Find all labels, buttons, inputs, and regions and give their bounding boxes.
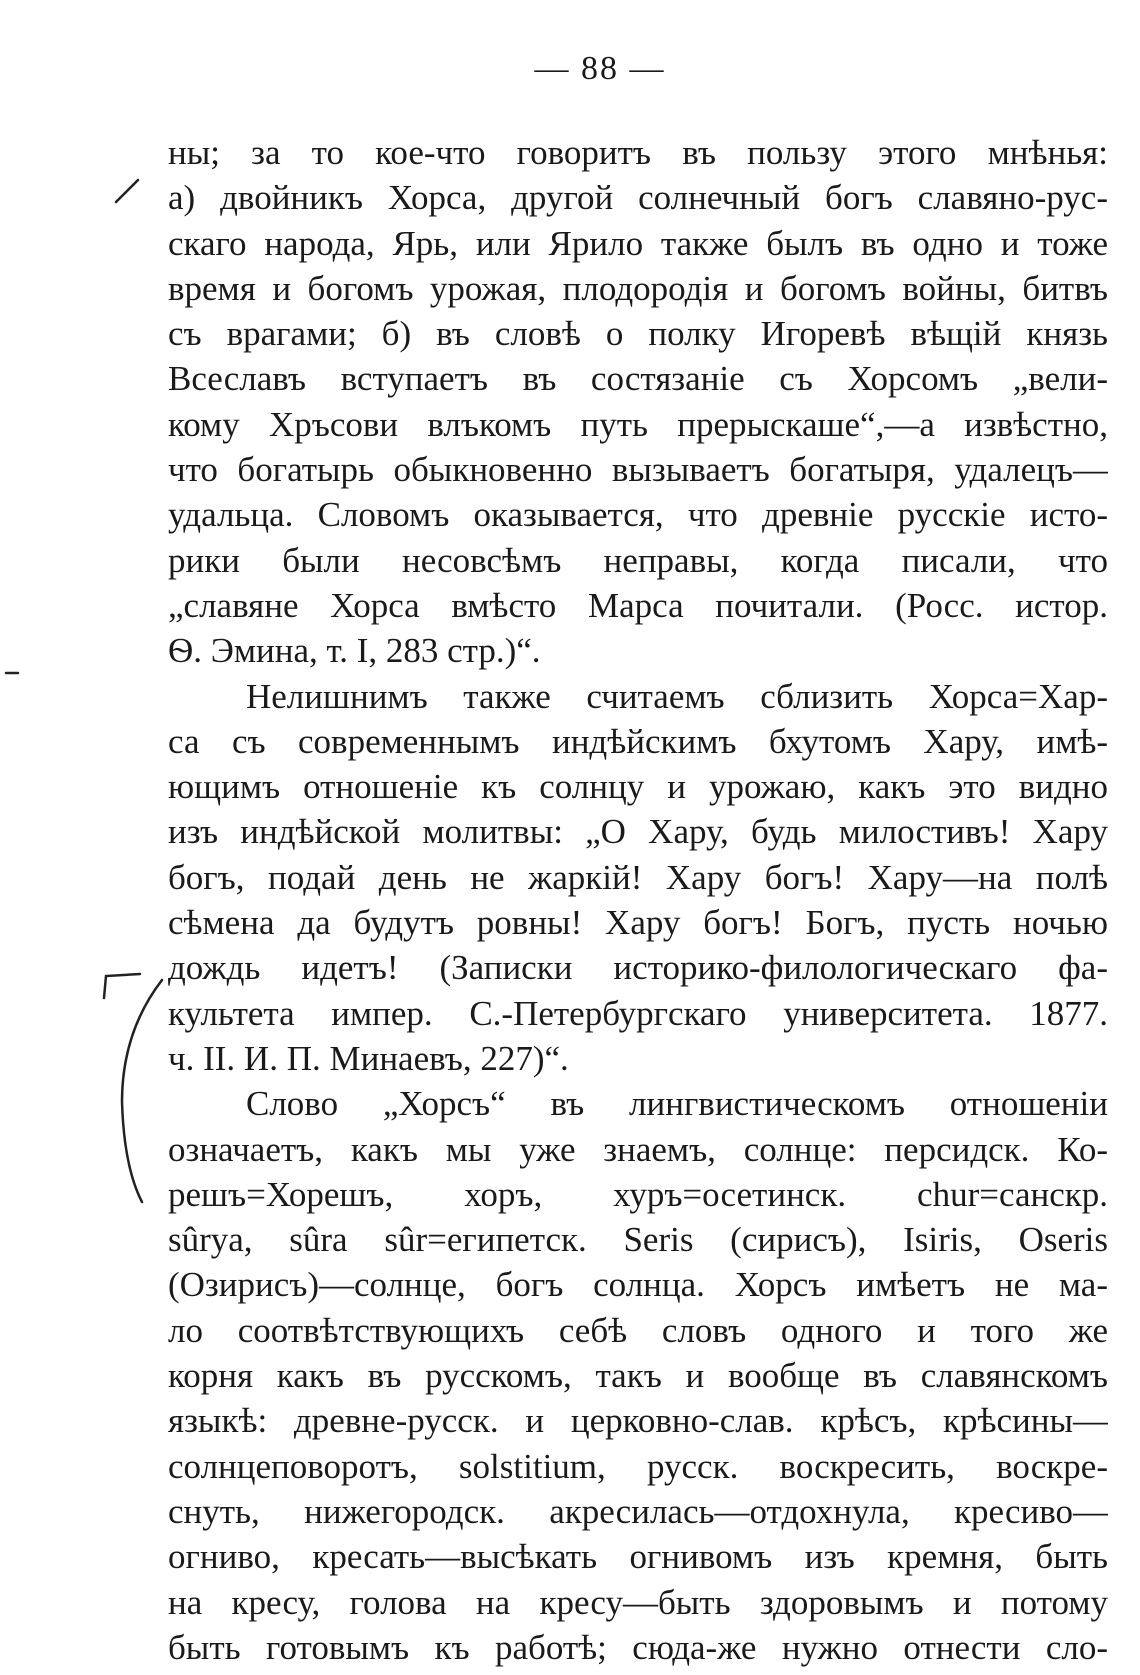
paragraph-1 — [168, 130, 1108, 674]
page-body — [168, 130, 1108, 1670]
text-line: кому Хръсови влъкомъ путь прерыскаше“,—а извѣстно, — [168, 404, 1108, 444]
text-line: ло соотвѣтствующихъ себѣ словъ одного и того же — [168, 1310, 1108, 1350]
text-line: ны; за то кое-что говоритъ въ пользу этого мнѣнья: — [168, 133, 1108, 172]
text-line: изъ индѣйской молитвы: „О Хару, будь милостивъ! Хару — [168, 812, 1108, 852]
text-line: Ѳ. Эмина, т. I, 283 стр.)“. — [168, 631, 541, 671]
margin-bracket-mark — [100, 962, 170, 1212]
text-line: сѣмена да будутъ ровны! Хару богъ! Богъ, пусть ночью — [168, 903, 1108, 943]
text-line: „славяне Хорса вмѣсто Марса почитали. (Росс. истор. — [168, 585, 1108, 625]
paragraph-3 — [168, 1081, 1108, 1670]
text-line: время и богомъ урожая, плодородія и богомъ войны, битвъ — [168, 268, 1108, 308]
text-line: съ врагами; б) въ словѣ о полку Игоревѣ вѣщій князь — [168, 314, 1108, 354]
text-line: на кресу, голова на кресу—быть здоровымъ и потому — [168, 1582, 1108, 1622]
text-line: ющимъ отношеніе къ солнцу и урожаю, какъ это видно — [168, 767, 1108, 807]
text-line: языкѣ: древне-русск. и церковно-слав. крѣсъ, крѣсины— — [168, 1401, 1108, 1441]
page-number: — 88 — — [534, 50, 666, 87]
text-line: что богатырь обыкновенно вызываетъ богатыря, удалецъ— — [168, 450, 1108, 490]
text-line: быть готовымъ къ работѣ; сюда-же нужно отнести сло- — [168, 1627, 1108, 1667]
margin-slash-mark — [112, 176, 142, 206]
text-line: ч. II. И. П. Минаевъ, 227)“. — [168, 1038, 569, 1078]
text-line: са съ современнымъ индѣйскимъ бхутомъ Хару, имѣ- — [168, 721, 1108, 761]
text-line: а) двойникъ Хорса, другой солнечный богъ славяно-рус- — [168, 178, 1108, 218]
text-line: солнцеповоротъ, solstitium, русск. воскресить, воскре- — [168, 1446, 1108, 1486]
text-line: снуть, нижегородск. акресилась—отдохнула, кресиво— — [168, 1491, 1108, 1531]
paragraph-2 — [168, 674, 1108, 1082]
text-line: sûrya, sûra sûr=египетск. Seris (сирисъ), Isiris, Oseris — [168, 1220, 1108, 1260]
text-line: решъ=Хорешъ, хоръ, хуръ=осетинск. chur=санскр. — [168, 1174, 1108, 1214]
text-line: Слово „Хорсъ“ въ лингвистическомъ отношеніи — [246, 1084, 1108, 1124]
text-line: рики были несовсѣмъ неправы, когда писали, что — [168, 540, 1108, 580]
text-line: означаетъ, какъ мы уже знаемъ, солнце: персидск. Ко- — [168, 1129, 1108, 1169]
text-line: корня какъ въ русскомъ, такъ и вообще въ славянскомъ — [168, 1356, 1108, 1396]
text-line: Нелишнимъ также считаемъ сблизить Хорса=Хар- — [246, 676, 1108, 716]
text-line: богъ, подай день не жаркій! Хару богъ! Хару—на полѣ — [168, 857, 1108, 897]
text-line: скаго народа, Ярь, или Ярило также былъ въ одно и тоже — [168, 223, 1108, 263]
text-line: удальца. Словомъ оказывается, что древніе русскіе исто- — [168, 495, 1108, 535]
text-line: культета импер. С.-Петербургскаго университета. 1877. — [168, 993, 1108, 1033]
text-line: огниво, кресать—высѣкать огнивомъ изъ кремня, быть — [168, 1537, 1108, 1577]
text-line: дождь идетъ! (Записки историко-филологическаго фа- — [168, 948, 1108, 988]
margin-dash-mark — [4, 668, 24, 678]
text-line: (Озирисъ)—солнце, богъ солнца. Хорсъ имѣетъ не ма- — [168, 1265, 1108, 1305]
text-line: Всеславъ вступаетъ въ состязаніе съ Хорсомъ „вели- — [168, 359, 1108, 399]
